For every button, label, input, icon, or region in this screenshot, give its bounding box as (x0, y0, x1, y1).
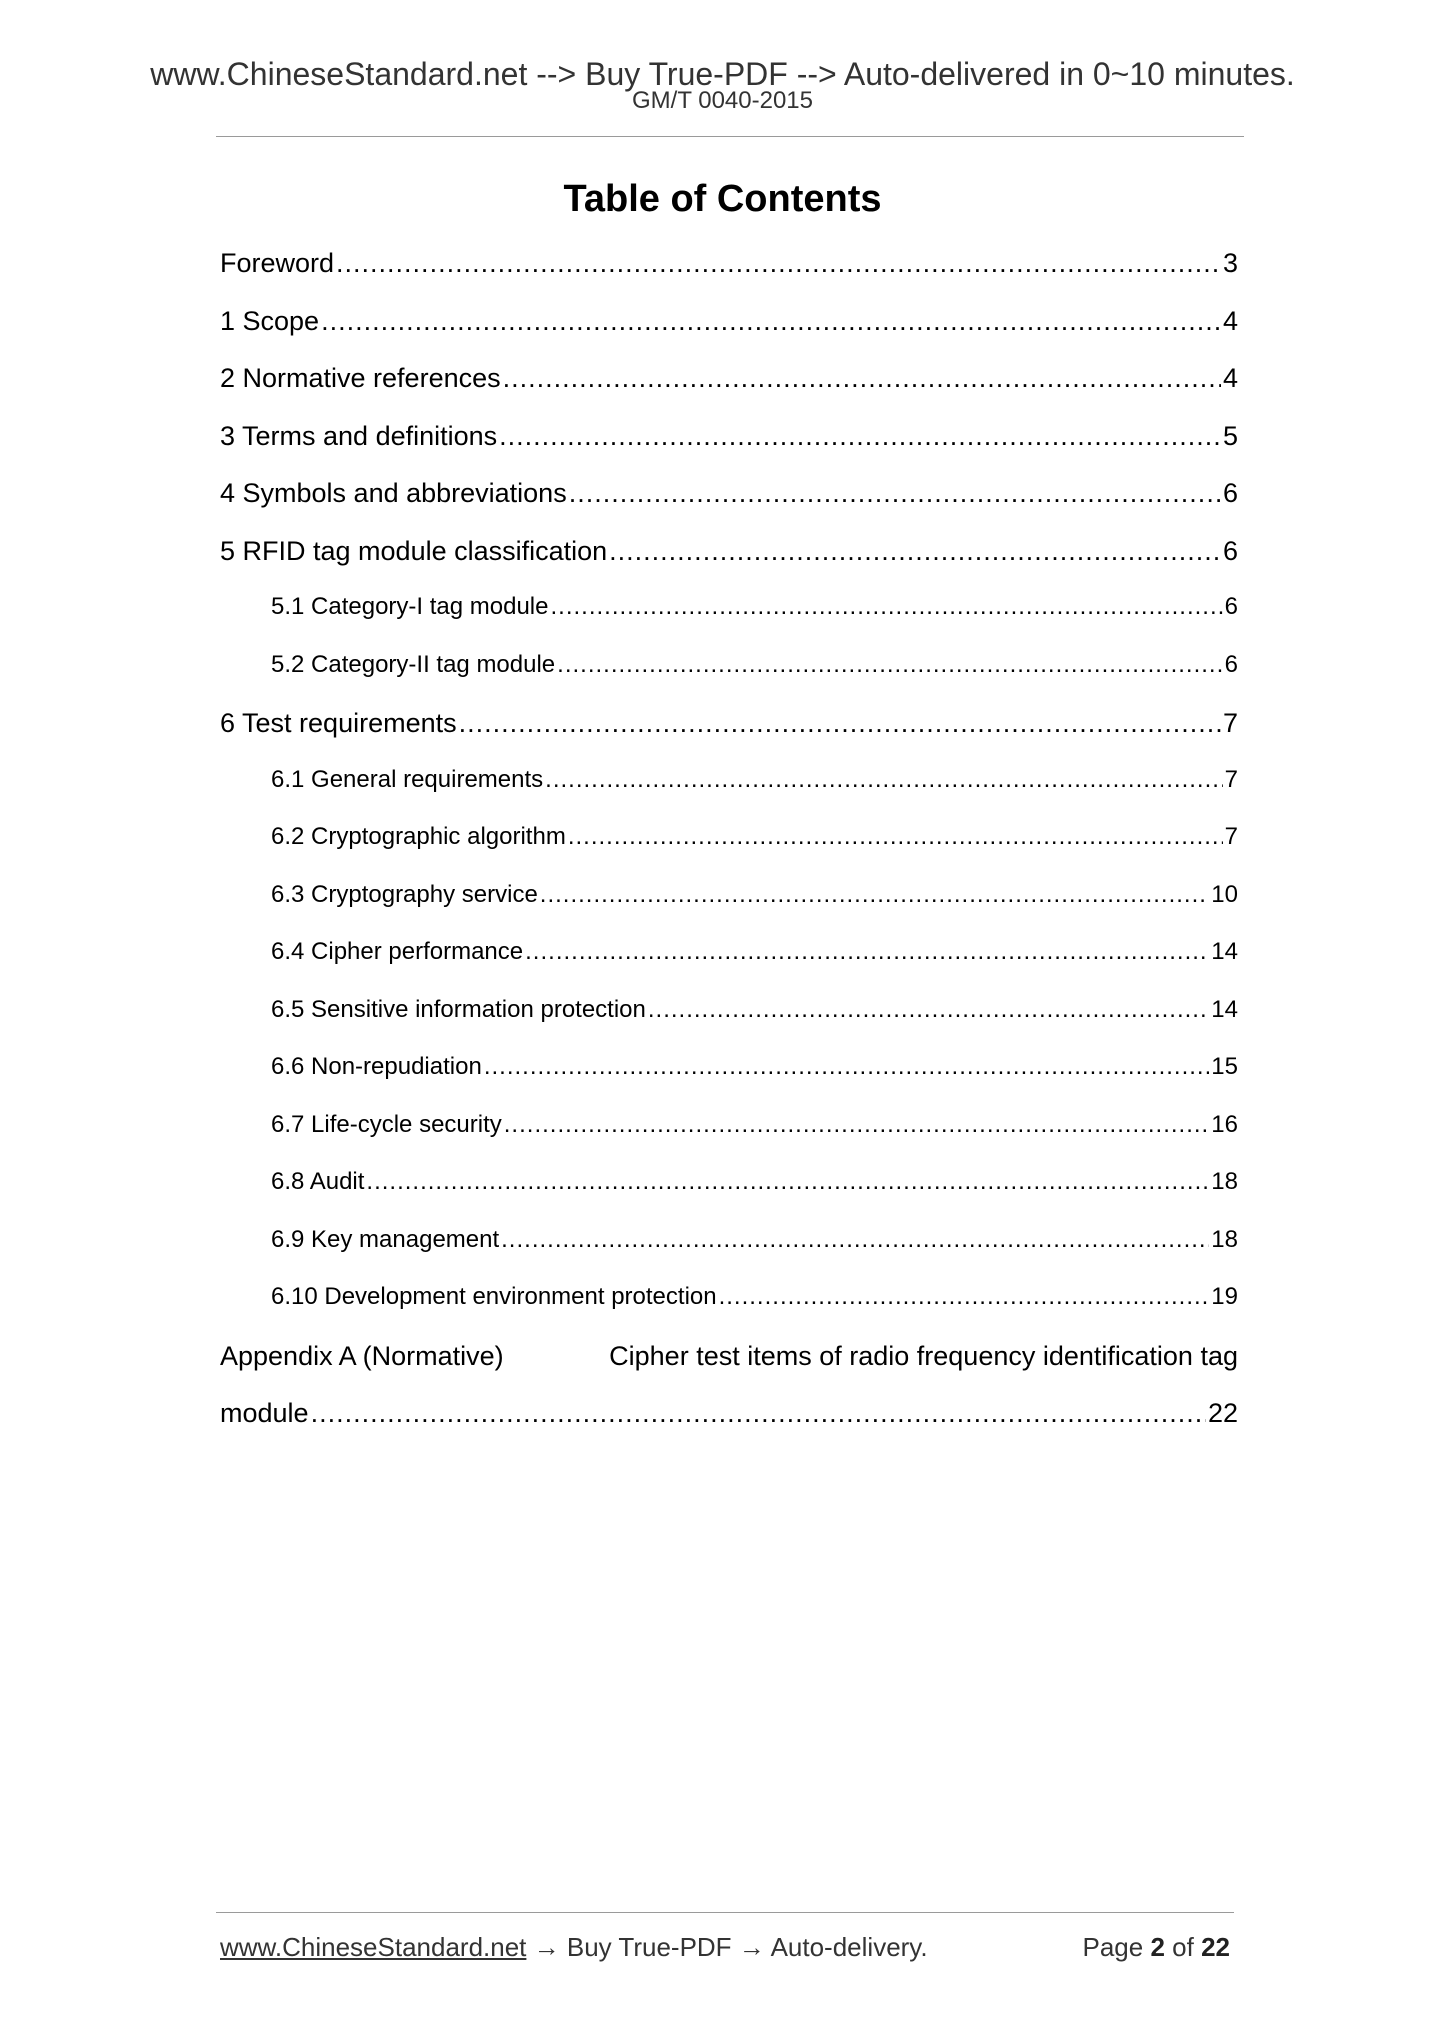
toc-leader (545, 766, 1222, 794)
toc-entry-text: 1 Scope (220, 305, 320, 336)
toc-entry-page: 6 (1224, 593, 1238, 620)
toc-entry-text: 6.2 Cryptographic algorithm (271, 823, 566, 850)
toc-leader (719, 1283, 1210, 1311)
footer-site-link[interactable]: www.ChineseStandard.net (220, 1932, 527, 1962)
toc-leader (568, 823, 1223, 851)
toc-entry-text: 6.3 Cryptography service (271, 880, 538, 908)
toc-entry-cipher-performance[interactable] (220, 938, 1238, 996)
toc-entry-text: 6.5 Sensitive information protection (271, 995, 646, 1023)
page-label: Page (1082, 1932, 1144, 1962)
toc-entry-development-environment[interactable] (220, 1283, 1238, 1341)
toc-leader (459, 708, 1221, 739)
toc-entry-terms-and-definitions[interactable] (220, 421, 1238, 479)
toc-entry-cryptographic-algorithm[interactable] (220, 823, 1238, 881)
toc-entry-text: 6.4 Cipher performance (271, 938, 524, 965)
toc-entry-test-requirements[interactable] (220, 708, 1238, 766)
toc-entry-text: 2 Normative references (220, 363, 501, 393)
header-divider (216, 136, 1244, 137)
appendix-label: Appendix A (Normative) (220, 1340, 504, 1371)
toc-entry-scope[interactable] (220, 306, 1238, 364)
toc-entry-text: Foreword (220, 248, 335, 278)
toc-leader (311, 1398, 1206, 1429)
toc-entry-page: 6 (1222, 478, 1238, 508)
toc-leader (569, 478, 1221, 509)
toc-title: Table of Contents (563, 178, 882, 220)
toc-leader (551, 593, 1223, 621)
toc-leader (484, 1053, 1209, 1081)
toc-entry-text: 5.1 Category-I tag module (271, 593, 549, 620)
page-total: 22 (1201, 1932, 1230, 1962)
toc-entry-text: module (220, 1398, 309, 1428)
toc-entry-page: 18 (1211, 1168, 1238, 1195)
toc-entry-life-cycle-security[interactable] (220, 1111, 1238, 1169)
page-of: of (1172, 1932, 1194, 1962)
toc-entry-general-requirements[interactable] (220, 766, 1238, 824)
toc-entry-page: 7 (1222, 708, 1238, 738)
toc-leader (321, 306, 1221, 337)
toc-entry-key-management[interactable] (220, 1226, 1238, 1284)
toc-entry-text: 3 Terms and definitions (220, 420, 498, 451)
toc-leader (648, 996, 1209, 1024)
toc-entry-normative-references[interactable] (220, 363, 1238, 421)
toc-entry-text: 5 RFID tag module classification (220, 535, 608, 566)
toc-leader (504, 1111, 1210, 1139)
footer-divider (216, 1912, 1234, 1913)
toc-entry-page: 19 (1211, 1283, 1238, 1310)
toc-entry-sensitive-information[interactable] (220, 996, 1238, 1054)
toc-leader (557, 651, 1222, 679)
appendix-continuation-line (220, 1398, 1238, 1456)
toc-leader (540, 881, 1210, 909)
appendix-title-line (220, 1341, 1238, 1399)
toc-entry-text: 6.1 General requirements (271, 765, 544, 793)
toc-entry-page: 7 (1224, 823, 1238, 850)
toc-entry-page: 14 (1211, 995, 1238, 1023)
toc-entry-symbols-and-abbreviations[interactable] (220, 478, 1238, 536)
toc-leader (525, 938, 1209, 966)
toc-entry-text: 6.9 Key management (271, 1225, 500, 1253)
toc-entry-page: 14 (1211, 938, 1238, 965)
toc-leader (609, 536, 1221, 567)
toc-entry-page: 16 (1211, 1110, 1238, 1138)
toc-entry-page: 4 (1222, 305, 1238, 336)
appendix-title: Cipher test items of radio frequency identification tag (609, 1340, 1238, 1371)
toc-entry-page: 5 (1222, 420, 1238, 451)
toc-entry-page: 18 (1211, 1225, 1238, 1253)
toc-entry-text: 6 Test requirements (220, 708, 457, 738)
header-banner: www.ChineseStandard.net --> Buy True-PDF --> Auto-delivered in 0~10 minutes. (150, 56, 1295, 92)
toc-entry-text: 4 Symbols and abbreviations (220, 478, 567, 508)
toc-entry-text: 6.7 Life-cycle security (271, 1110, 502, 1138)
footer-left (220, 1934, 928, 1960)
toc-entry-page: 7 (1224, 765, 1238, 793)
toc-entry-non-repudiation[interactable] (220, 1053, 1238, 1111)
toc-leader (366, 1168, 1209, 1196)
toc-leader (499, 421, 1221, 452)
toc-entry-foreword[interactable] (220, 248, 1238, 306)
toc-entry-page: 6 (1222, 535, 1238, 566)
toc-entry-category-i[interactable] (220, 593, 1238, 651)
toc-entry-category-ii[interactable] (220, 651, 1238, 709)
page-number (1082, 1934, 1230, 1960)
toc-entry-text: 6.10 Development environment protection (271, 1283, 717, 1310)
toc-entry-cryptography-service[interactable] (220, 881, 1238, 939)
toc-entry-page: 6 (1224, 650, 1238, 678)
toc-entry-page: 15 (1211, 1053, 1238, 1080)
table-of-contents (220, 248, 1238, 1456)
toc-leader (503, 363, 1221, 394)
toc-entry-page: 4 (1222, 363, 1238, 393)
document-code: GM/T 0040-2015 (632, 87, 813, 114)
toc-entry-text: 6.8 Audit (271, 1168, 365, 1195)
toc-entry-rfid-classification[interactable] (220, 536, 1238, 594)
toc-entry-audit[interactable] (220, 1168, 1238, 1226)
toc-entry-page: 10 (1211, 880, 1238, 908)
toc-entry-page: 22 (1207, 1398, 1238, 1428)
page-current: 2 (1150, 1932, 1165, 1962)
toc-entry-text: 5.2 Category-II tag module (271, 650, 556, 678)
toc-leader (501, 1226, 1209, 1254)
toc-entry-page: 3 (1222, 248, 1238, 278)
footer-tagline: → Buy True-PDF → Auto-delivery. (526, 1932, 928, 1962)
toc-entry-text: 6.6 Non-repudiation (271, 1053, 482, 1080)
toc-leader (336, 248, 1221, 279)
toc-entry-appendix-a[interactable] (220, 1341, 1238, 1456)
